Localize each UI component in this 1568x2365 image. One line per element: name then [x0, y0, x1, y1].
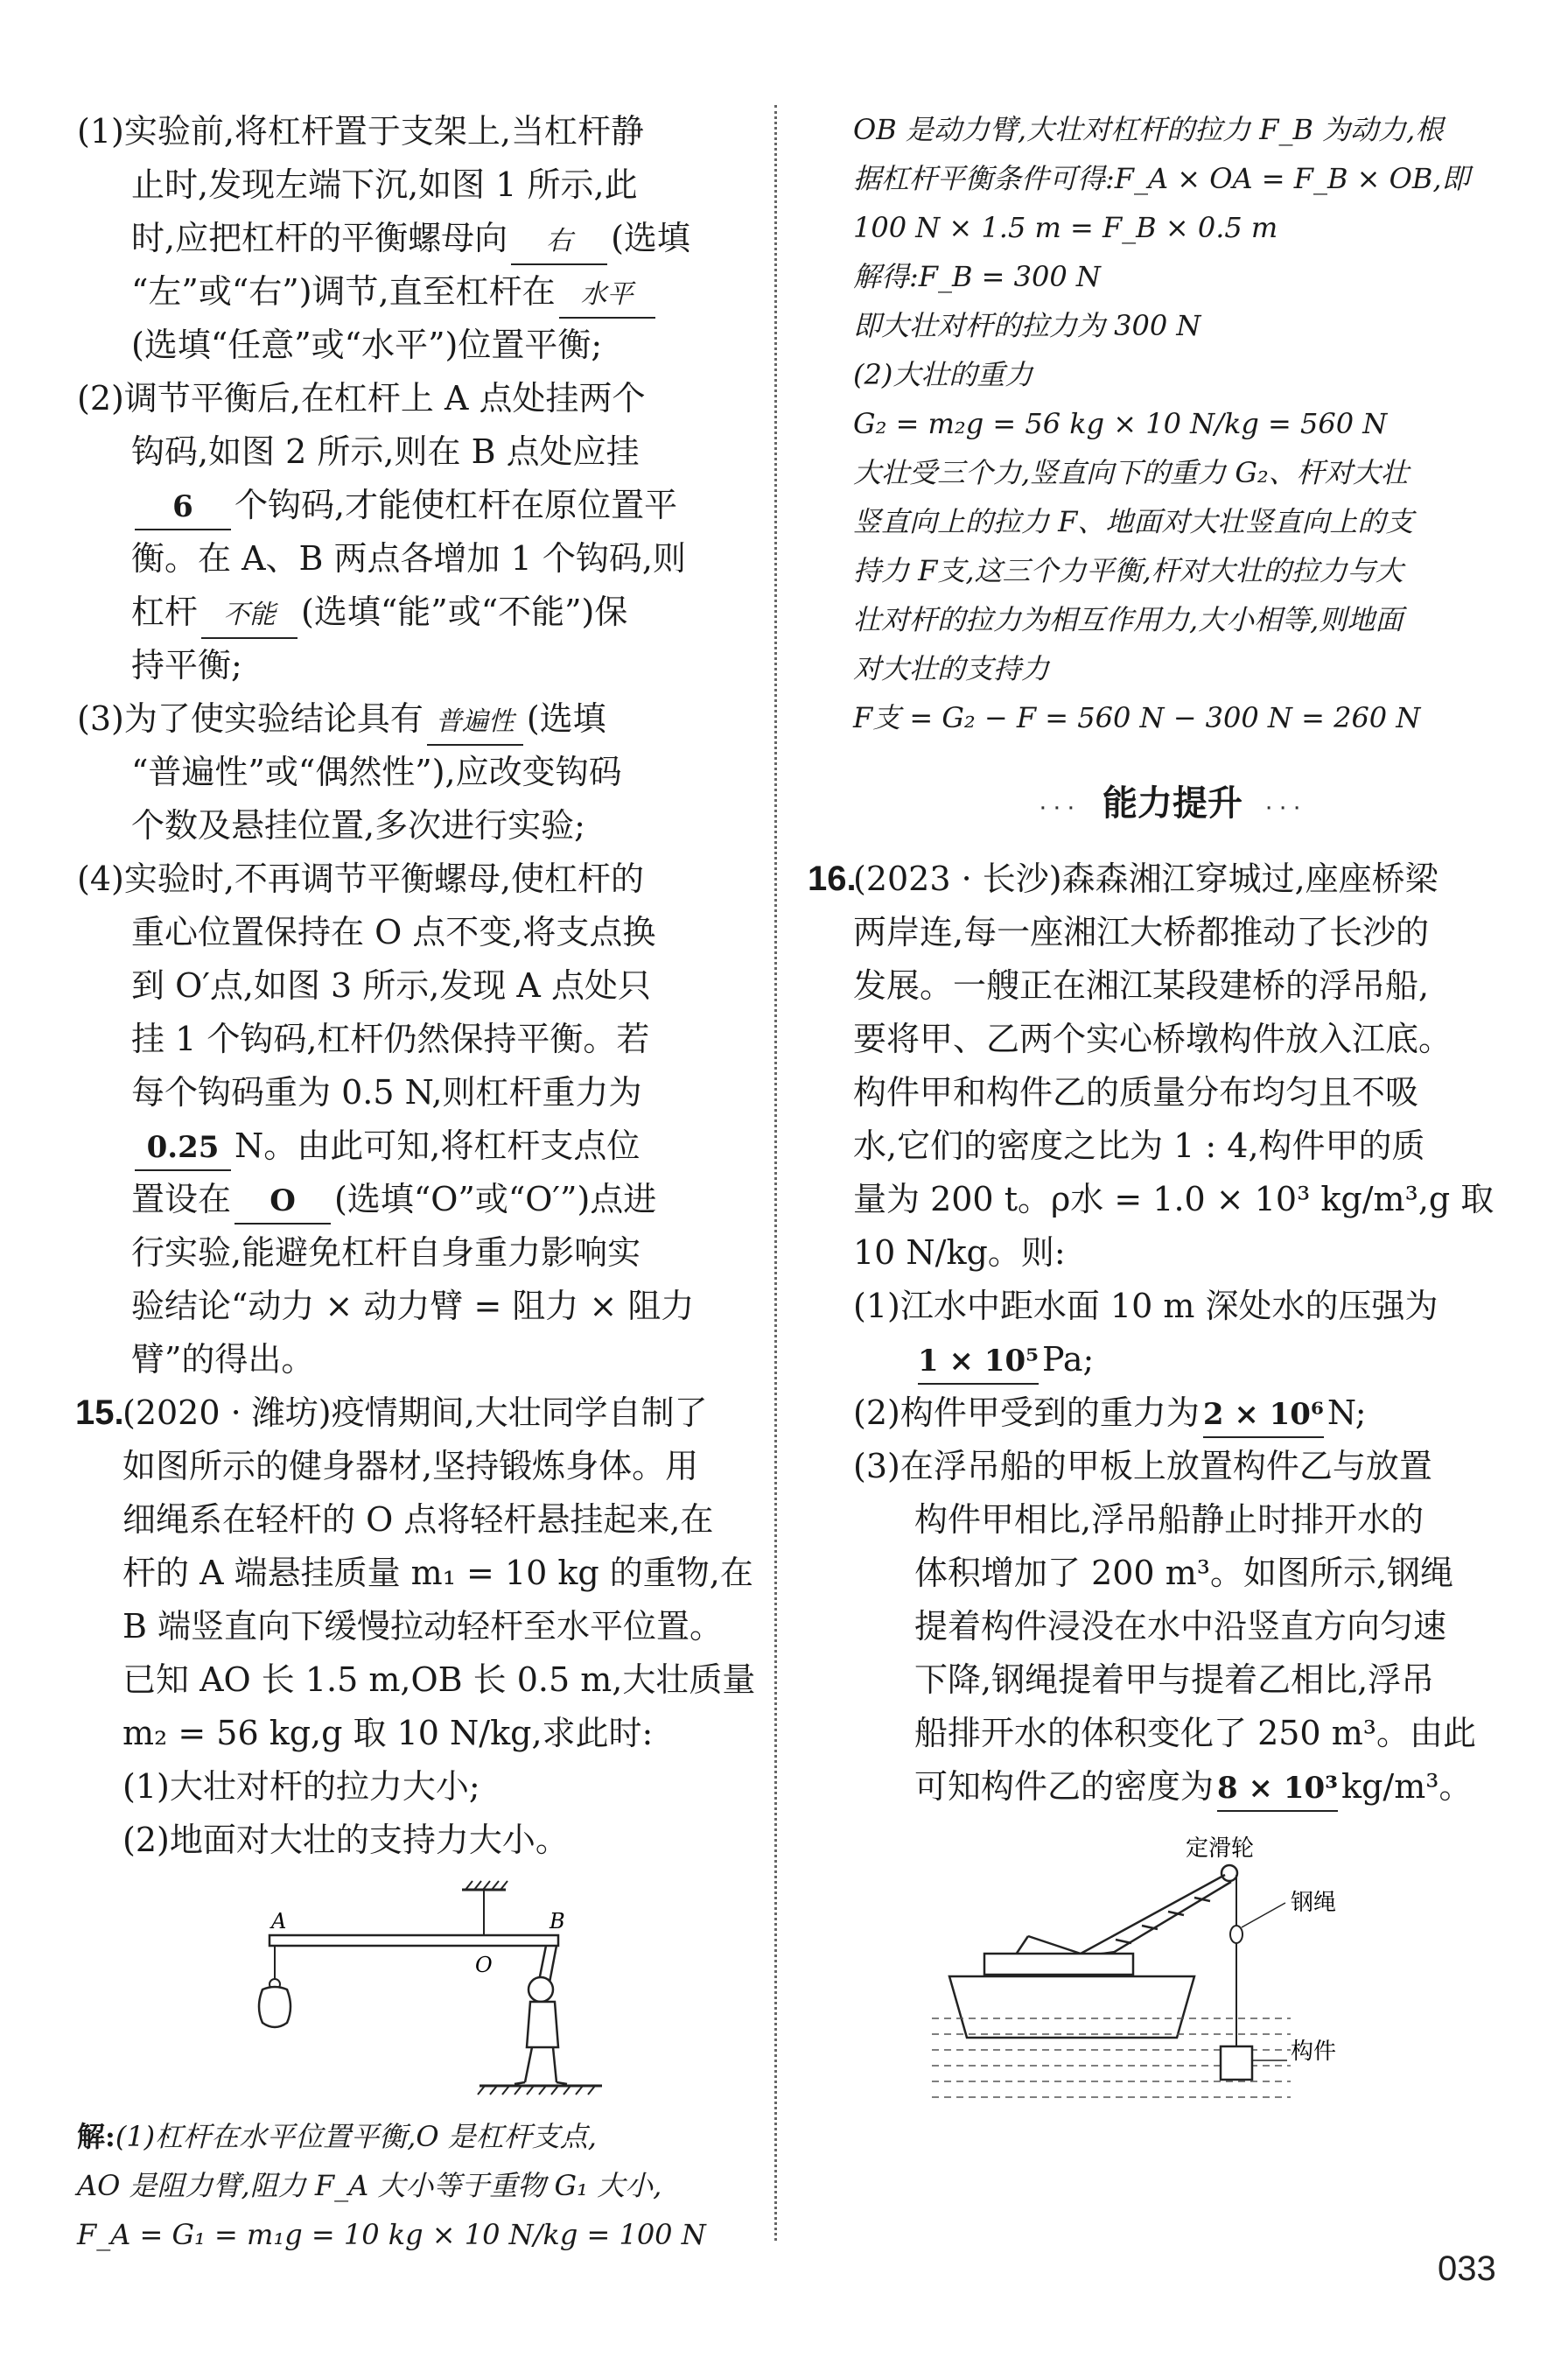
line-text: 船排开水的体积变化了 250 m³。由此 [914, 1714, 1476, 1752]
text-line [122, 1493, 752, 1547]
line-text: 体积增加了 200 m³。如图所示,钢绳 [914, 1554, 1454, 1592]
line-text: 验结论“动力 × 动力臂 = 阻力 × 阻力 [131, 1287, 695, 1325]
text-line [122, 1440, 752, 1493]
question-15-number: 15. [75, 1393, 124, 1432]
line-text: 构件甲和构件乙的质量分布均匀且不吸 [853, 1073, 1419, 1112]
line-text: 量为 200 t。ρ水 = 1.0 × 10³ kg/m³,g 取 [853, 1180, 1494, 1218]
line-text: 提着构件浸没在水中沿竖直方向匀速 [914, 1607, 1447, 1646]
line-text: 止时,发现左端下沉,如图 1 所示,此 [131, 165, 638, 204]
line-text-after: kg/m³。 [1341, 1767, 1473, 1806]
text-line [77, 425, 752, 479]
text-line [853, 1013, 1492, 1066]
text-line [853, 1600, 1492, 1653]
text-line [77, 212, 752, 265]
figure-16-crane-boat-diagram [853, 1831, 1492, 2111]
text-line [77, 586, 752, 639]
text-line [853, 1760, 1492, 1814]
line-text: 可知构件乙的密度为 [914, 1767, 1214, 1806]
solution-line [77, 2210, 752, 2259]
text-line [853, 906, 1492, 959]
line-text: 每个钩码重为 0.5 N,则杠杆重力为 [131, 1073, 642, 1112]
line-text: “左”或“右”)调节,直至杠杆在 [131, 272, 556, 311]
line-text: (2)调节平衡后,在杠杆上 A 点处挂两个 [77, 379, 646, 418]
figure-16-label-pulley: 定滑轮 [1186, 1835, 1255, 1862]
section-heading [853, 760, 1492, 847]
text-line [122, 1707, 752, 1760]
section-heading-text: 能力提升 [1102, 784, 1242, 823]
solution-line: 壮对杆的拉力为相互作用力,大小相等,则地面 [853, 603, 1404, 636]
person-figure-icon [514, 1946, 567, 2084]
line-text: 持平衡; [131, 646, 242, 684]
line-text: 到 O′点,如图 3 所示,发现 A 点处只 [131, 966, 651, 1005]
text-line [77, 265, 752, 319]
line-text-after: (选填 [526, 699, 606, 738]
line-text-after: (选填“能”或“不能”)保 [301, 593, 628, 631]
solution-15 [77, 2112, 752, 2259]
solution-label: 解: [77, 2120, 116, 2153]
line-text: 行实验,能避免杠杆自身重力影响实 [131, 1233, 641, 1272]
text-line [122, 1653, 756, 1707]
figure-15-label-b: B [550, 1909, 565, 1933]
line-text: 如图所示的健身器材,坚持锻炼身体。用 [122, 1447, 699, 1485]
text-line [77, 1173, 752, 1226]
line-text: 置设在 [131, 1180, 232, 1218]
solution-text: (1)杠杆在水平位置平衡,O 是杠杆支点, [115, 2120, 597, 2153]
heading-dots-left: ··· [1038, 792, 1081, 821]
line-text: 重心位置保持在 O 点不变,将支点换 [131, 913, 656, 951]
text-line [853, 1493, 1492, 1547]
line-text-after: 个钩码,才能使杠杆在原位置平 [234, 486, 678, 524]
solution-line: 持力 F支,这三个力平衡,杆对大壮的拉力与大 [853, 554, 1404, 587]
solution-line: OB 是动力臂,大壮对杠杆的拉力 F_B 为动力,根 [853, 113, 1444, 146]
solution-text: F_A = G₁ = m₁g = 10 kg × 10 N/kg = 100 N [77, 2218, 706, 2251]
line-text: (1)实验前,将杠杆置于支架上,当杠杆静 [77, 112, 644, 151]
line-text: 个数及悬挂位置,多次进行实验; [131, 806, 585, 845]
line-text: 杠杆 [131, 593, 199, 631]
text-line [77, 372, 752, 425]
figure-15-lever-diagram [77, 1876, 752, 2103]
answer-blank: 0.25 [135, 1129, 231, 1171]
line-text-after: (选填 [611, 219, 690, 257]
figure-15-label-o: O [475, 1953, 493, 1977]
line-text: 构件甲相比,浮吊船静止时排开水的 [914, 1500, 1424, 1539]
text-line [77, 1066, 752, 1119]
answer-blank: 2 × 10⁶ [1203, 1396, 1324, 1438]
text-line [853, 1547, 1492, 1600]
text-line [77, 158, 752, 212]
text-line [77, 853, 752, 906]
line-text: 10 N/kg。则: [853, 1233, 1066, 1272]
question-14-parts [77, 105, 752, 1386]
text-line [77, 105, 752, 158]
line-text: 要将甲、乙两个实心桥墩构件放入江底。 [853, 1020, 1452, 1058]
question-16-text [853, 853, 1492, 1814]
line-text-after: (选填“O”或“O′”)点进 [334, 1180, 657, 1218]
solution-line: 即大壮对杆的拉力为 300 N [853, 309, 1201, 342]
solution-line: 100 N × 1.5 m = F_B × 0.5 m [853, 211, 1278, 244]
line-text: “普遍性”或“偶然性”),应改变钩码 [131, 753, 622, 791]
text-line [77, 639, 752, 692]
line-text: (2023 · 长沙)森森湘江穿城过,座座桥梁 [853, 860, 1438, 898]
answer-blank: 水平 [559, 277, 655, 319]
text-line [77, 1013, 752, 1066]
solution-text: AO 是阻力臂,阻力 F_A 大小等于重物 G₁ 大小, [77, 2169, 662, 2202]
solution-line: F支 = G₂ − F = 560 N − 300 N = 260 N [853, 701, 1421, 734]
line-text: 两岸连,每一座湘江大桥都推动了长沙的 [853, 913, 1430, 951]
heading-dots-right: ··· [1264, 792, 1307, 821]
figure-15-label-a: A [271, 1909, 287, 1933]
text-line [77, 1226, 752, 1280]
figure-16-label-rope: 钢绳 [1291, 1890, 1337, 1916]
line-text: (2)地面对大壮的支持力大小。 [122, 1821, 569, 1859]
text-line [853, 853, 1492, 906]
solution-line [77, 2161, 752, 2210]
line-text: (选填“任意”或“水平”)位置平衡; [131, 326, 603, 364]
answer-blank: 右 [511, 223, 607, 265]
text-line [122, 1386, 752, 1440]
text-line [853, 1066, 1492, 1119]
right-column [808, 105, 1494, 2120]
page-number: 033 [1438, 2249, 1496, 2288]
text-line [77, 1333, 752, 1386]
solution-line: 竖直向上的拉力 F、地面对大壮竖直向上的支 [853, 505, 1414, 538]
question-16 [808, 853, 1494, 1814]
answer-blank: 普遍性 [427, 704, 523, 746]
column-divider [774, 105, 777, 2241]
line-text: 细绳系在轻杆的 O 点将轻杆悬挂起来,在 [122, 1500, 714, 1539]
line-text: 臂”的得出。 [131, 1340, 315, 1379]
text-line [77, 479, 752, 532]
solution-line: 对大壮的支持力 [853, 652, 1050, 685]
question-16-number: 16. [808, 860, 857, 898]
solution-line: (2)大壮的重力 [853, 358, 1033, 391]
text-line [853, 1280, 1492, 1333]
solution-line: 据杠杆平衡条件可得:F_A × OA = F_B × OB,即 [853, 162, 1470, 195]
line-text: m₂ = 56 kg,g 取 10 N/kg,求此时: [122, 1714, 654, 1752]
text-line [853, 1386, 1492, 1440]
figure-16-label-part: 构件 [1291, 2039, 1337, 2065]
text-line [77, 746, 752, 799]
line-text: 杆的 A 端悬挂质量 m₁ = 10 kg 的重物,在 [122, 1554, 753, 1592]
line-text-after: N; [1326, 1393, 1367, 1432]
text-line [77, 1280, 752, 1333]
text-line [122, 1600, 752, 1653]
line-text: (3)在浮吊船的甲板上放置构件乙与放置 [853, 1447, 1432, 1485]
text-line [77, 532, 752, 586]
line-text: 钩码,如图 2 所示,则在 B 点处应挂 [131, 432, 640, 471]
text-line [853, 1707, 1492, 1760]
text-line [853, 959, 1492, 1013]
line-text: (2020 · 潍坊)疫情期间,大壮同学自制了 [122, 1393, 708, 1432]
solution-15-continued [853, 105, 1492, 742]
line-text: B 端竖直向下缓慢拉动轻杆至水平位置。 [122, 1607, 724, 1646]
text-line [853, 1440, 1492, 1493]
text-line [77, 906, 752, 959]
text-line [853, 1333, 1492, 1386]
solution-line: G₂ = m₂g = 56 kg × 10 N/kg = 560 N [853, 407, 1388, 440]
answer-blank: 6 [135, 488, 231, 530]
text-line [853, 1173, 1492, 1226]
question-15-text [77, 1386, 756, 1867]
text-line [122, 1760, 752, 1814]
line-text: 已知 AO 长 1.5 m,OB 长 0.5 m,大壮质量 [122, 1660, 756, 1699]
text-line [77, 692, 752, 746]
text-line [853, 1653, 1492, 1707]
line-text: (1)大壮对杆的拉力大小; [122, 1767, 480, 1806]
line-text: (1)江水中距水面 10 m 深处水的压强为 [853, 1287, 1438, 1325]
left-column [75, 105, 756, 2259]
solution-line: 大壮受三个力,竖直向下的重力 G₂、杆对大壮 [853, 456, 1409, 489]
text-line [122, 1814, 752, 1867]
line-text: (4)实验时,不再调节平衡螺母,使杠杆的 [77, 860, 644, 898]
text-line [77, 799, 752, 853]
line-text: (3)为了使实验结论具有 [77, 699, 424, 738]
answer-blank: 8 × 10³ [1217, 1770, 1338, 1812]
line-text-after: N。由此可知,将杠杆支点位 [234, 1126, 640, 1165]
line-text: 水,它们的密度之比为 1 : 4,构件甲的质 [853, 1126, 1425, 1165]
line-text: 发展。一艘正在湘江某段建桥的浮吊船, [853, 966, 1430, 1005]
text-line [77, 319, 752, 372]
text-line [77, 1119, 752, 1173]
text-line [853, 1119, 1492, 1173]
solution-line [77, 2112, 752, 2161]
line-text: 衡。在 A、B 两点各增加 1 个钩码,则 [131, 539, 686, 578]
line-text: (2)构件甲受到的重力为 [853, 1393, 1200, 1432]
text-line [853, 1226, 1492, 1280]
solution-line: 解得:F_B = 300 N [853, 260, 1101, 293]
text-line [122, 1547, 752, 1600]
line-text-after: Pa; [1042, 1340, 1095, 1379]
answer-blank: 1 × 10⁵ [918, 1343, 1039, 1385]
answer-blank: 不能 [201, 597, 298, 639]
line-text: 时,应把杠杆的平衡螺母向 [131, 219, 508, 257]
line-text: 挂 1 个钩码,杠杆仍然保持平衡。若 [131, 1020, 650, 1058]
text-line [77, 959, 752, 1013]
line-text: 下降,钢绳提着甲与提着乙相比,浮吊 [914, 1660, 1435, 1699]
answer-blank: O [234, 1182, 331, 1225]
question-15 [75, 1386, 756, 1867]
